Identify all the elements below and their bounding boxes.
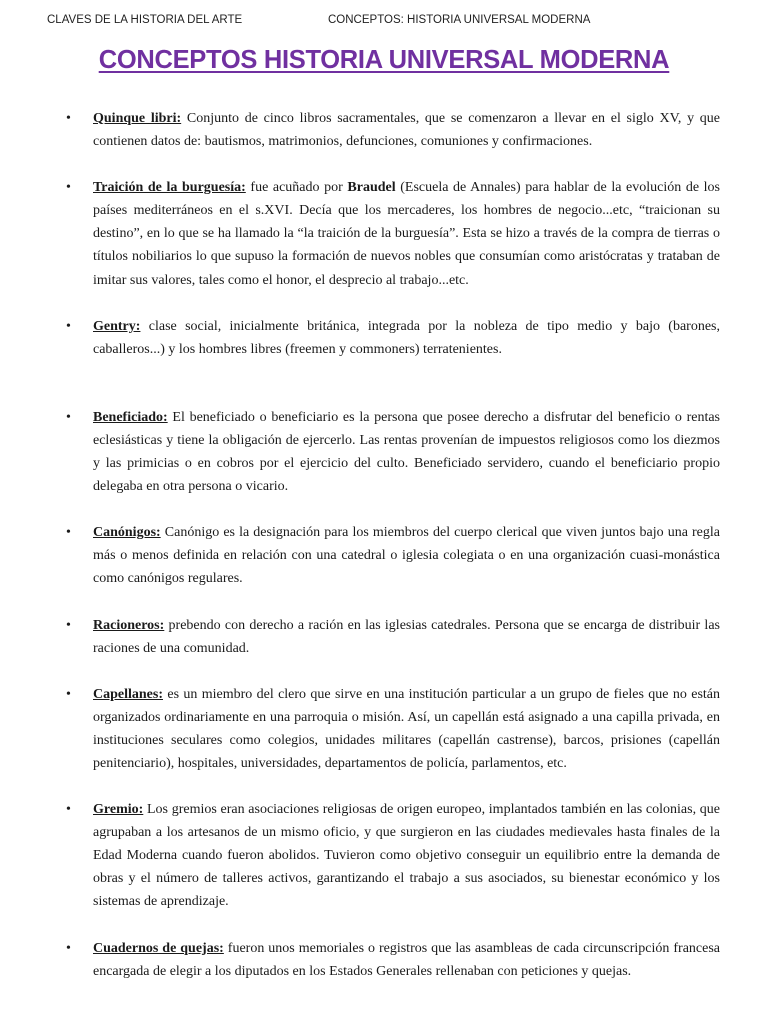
concept-list — [0, 107, 768, 1006]
term-label: Gentry: — [93, 318, 141, 334]
list-item-canonigos — [66, 521, 720, 590]
term-label: Traición de la burguesía: — [93, 180, 246, 196]
list-item-beneficiado — [66, 406, 720, 498]
bullet-icon: • — [66, 409, 71, 425]
bullet-icon: • — [66, 940, 71, 956]
definition-text: (Escuela de Annales) para hablar de la evolución de los países mediterráneos en el s.XVI. Decía que los mercaderes, los hombres de negocio...etc, “traicionan su destino”, en lo que se ha llamado la “la traición de la burguesía”. Esta se hizo a través de la compra de tierras o títulos nobiliarios lo que supuso la formación de nuevos nobles que consumían como aristócratas y trataban de imitar sus valores, tales como el honor, el desprecio al trabajo...etc. — [93, 180, 721, 288]
definition-text: Los gremios eran asociaciones religiosas de origen europeo, implantados también en las colonias, que agrupaban a los artesanos de un mismo oficio, y que surgieron en las ciudades medievales hasta finales de la Edad Moderna cuando fueron abolidos. Tuvieron como objetivo conseguir un equilibrio entre la demanda de obras y el número de talleres activos, garantizando el trabajo a sus asociados, su bienestar económico y los sistemas de aprendizaje. — [93, 802, 720, 910]
term-label: Beneficiado: — [93, 409, 168, 425]
definition-text: El beneficiado o beneficiario es la persona que posee derecho a disfrutar del beneficio o rentas eclesiásticas y tiene la obligación de ejercerlo. Las rentas provenían de impuestos religiosos como los diezmos y las primicias o en cobros por el ejercicio del culto. Beneficiado servidero, cuando el beneficiario propio delegaba en otra persona o vicario. — [93, 409, 720, 495]
list-item-traicion-burguesia — [66, 176, 721, 291]
term-label: Quinque libri: — [93, 111, 182, 126]
list-item-gremio — [66, 798, 720, 913]
term-label: Cuadernos de quejas: — [93, 940, 224, 956]
definition-text: Canónigo es la designación para los miembros del cuerpo clerical que viven juntos bajo una regla más o menos definida en relación con una catedral o iglesia colegiata o en una organización cuasi-monástica como canónigos regulares. — [93, 525, 720, 587]
list-item-cuadernos-quejas — [66, 937, 721, 983]
term-label: Capellanes: — [93, 686, 163, 702]
bullet-icon: • — [66, 802, 71, 818]
list-item-quinque-libri — [66, 107, 720, 153]
definition-text: fueron unos memoriales o registros que las asambleas de cada circunscripción francesa encargada de elegir a los diputados en los Estados Generales rellenaban con peticiones y quejas. — [93, 940, 721, 979]
bullet-icon: • — [66, 617, 71, 633]
bullet-icon: • — [66, 111, 71, 126]
term-label: Gremio: — [93, 802, 144, 818]
term-label: Racioneros: — [93, 617, 165, 633]
definition-text: clase social, inicialmente británica, integrada por la nobleza de tipo medio y bajo (barones, caballeros...) y los hombres libres (freemen y commoners) terratenientes. — [93, 318, 720, 357]
definition-text: Conjunto de cinco libros sacramentales, que se comenzaron a llevar en el siglo XV, y que contienen datos de: bautismos, matrimonios, defunciones, comuniones y confirmaciones. — [93, 111, 720, 150]
definition-text: es un miembro del clero que sirve en una institución particular a un grupo de fieles que no están organizados ordinariamente en una parroquia o misión. Así, un capellán está asignado a una capilla privada, en instituciones seculares como colegios, unidades militares (capellán castrense), barcos, prisiones (capellán penitenciario), hospitales, universidades, departamentos de policía, parlamentos, etc. — [93, 686, 720, 771]
definition-text: prebendo con derecho a ración en las iglesias catedrales. Persona que se encarga de distribuir las raciones de una comunidad. — [93, 617, 720, 656]
header-left-text: CLAVES DE LA HISTORIA DEL ARTE — [47, 14, 243, 26]
bullet-icon: • — [66, 525, 71, 541]
author-name: Braudel — [347, 180, 396, 196]
bullet-icon: • — [66, 686, 71, 702]
term-label: Canónigos: — [93, 525, 161, 541]
page-header — [0, 14, 768, 32]
list-item-capellanes — [66, 683, 720, 775]
list-item-gentry — [66, 315, 720, 361]
definition-text: fue acuñado por — [245, 180, 348, 196]
bullet-icon: • — [66, 318, 71, 334]
bullet-icon: • — [66, 180, 71, 196]
page-title: CONCEPTOS HISTORIA UNIVERSAL MODERNA — [98, 46, 670, 74]
list-item-racioneros — [66, 614, 720, 660]
header-right-text: CONCEPTOS: HISTORIA UNIVERSAL MODERNA — [328, 14, 591, 26]
